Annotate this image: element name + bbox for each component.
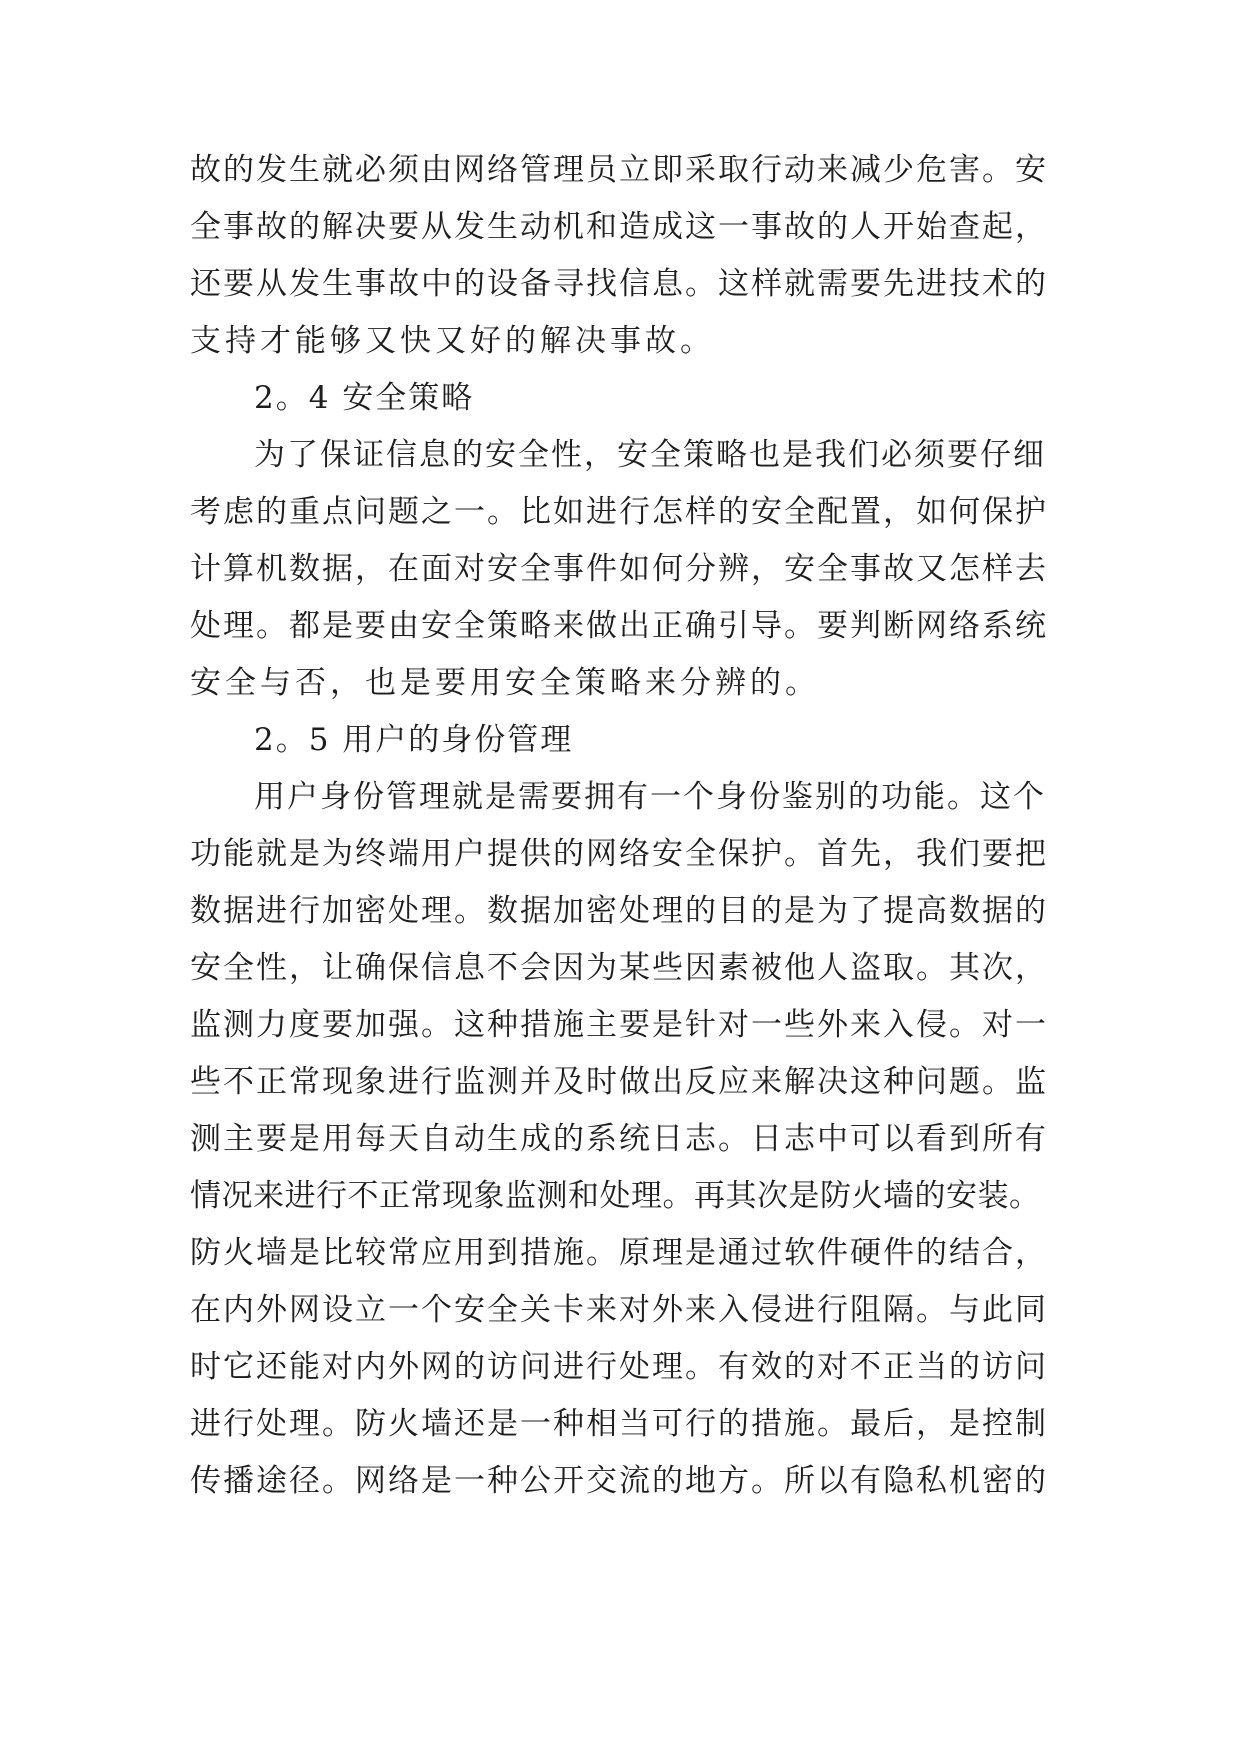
text-line: 计算机数据，在面对安全事件如何分辨，安全事故又怎样去 [190,551,1048,587]
text-line: 处理。都是要由安全策略来做出正确引导。要判断网络系统 [190,608,1048,644]
section-heading: 2。4 安全策略 [254,380,475,416]
text-line: 安全与否，也是要用安全策略来分辨的。 [190,665,820,701]
document-body [190,142,1050,1510]
text-line: 在内外网设立一个安全关卡来对外来入侵进行阻隔。与此同 [190,1292,1048,1328]
text-line: 故的发生就必须由网络管理员立即采取行动来减少危害。安 [190,152,1048,188]
text-line: 传播途径。网络是一种公开交流的地方。所以有隐私机密的 [190,1463,1048,1499]
text-line: 数据进行加密处理。数据加密处理的目的是为了提高数据的 [190,893,1048,929]
text-line: 考虑的重点问题之一。比如进行怎样的安全配置，如何保护 [190,494,1048,530]
text-line: 测主要是用每天自动生成的系统日志。日志中可以看到所有 [190,1121,1048,1157]
text-line: 支持才能够又快又好的解决事故。 [190,323,715,359]
text-line: 时它还能对内外网的访问进行处理。有效的对不正当的访问 [190,1349,1048,1385]
text-line: 些不正常现象进行监测并及时做出反应来解决这种问题。监 [190,1064,1048,1100]
text-line: 还要从发生事故中的设备寻找信息。这样就需要先进技术的 [190,266,1048,302]
text-line: 进行处理。防火墙还是一种相当可行的措施。最后，是控制 [190,1406,1048,1442]
text-line: 监测力度要加强。这种措施主要是针对一些外来入侵。对一 [190,1007,1048,1043]
text-line: 防火墙是比较常应用到措施。原理是通过软件硬件的结合， [190,1235,1048,1271]
text-line: 全事故的解决要从发生动机和造成这一事故的人开始查起， [190,209,1048,245]
section-heading: 2。5 用户的身份管理 [254,722,574,758]
text-line: 用户身份管理就是需要拥有一个身份鉴别的功能。这个 [254,779,1046,815]
text-line: 功能就是为终端用户提供的网络安全保护。首先，我们要把 [190,836,1048,872]
text-line: 为了保证信息的安全性，安全策略也是我们必须要仔细 [254,437,1046,473]
text-line: 安全性，让确保信息不会因为某些因素被他人盗取。其次， [190,950,1048,986]
text-line: 情况来进行不正常现象监测和处理。再其次是防火墙的安装。 [190,1178,1041,1214]
